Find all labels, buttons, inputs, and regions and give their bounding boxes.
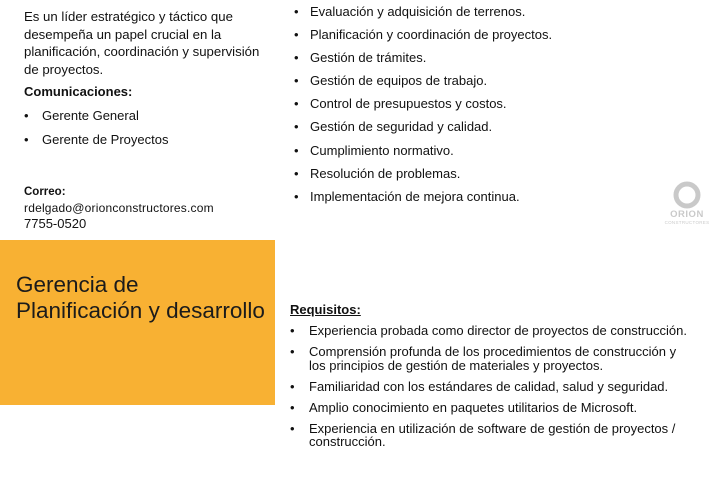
- contact-block: [24, 184, 214, 232]
- logo-name: ORION: [670, 209, 704, 220]
- email-label: Correo:: [24, 186, 66, 198]
- requirement-item: • Experiencia probada como director de proyectos de construcción.: [290, 324, 695, 338]
- orion-ring-icon: [672, 180, 702, 210]
- responsibilities-list: [294, 3, 674, 211]
- orion-logo: [664, 180, 710, 236]
- requirement-item: • Comprensión profunda de los procedimientos de construcción y los principios de gestión de materiales y proyectos.: [290, 345, 695, 372]
- requirement-item: • Familiaridad con los estándares de calidad, salud y seguridad.: [290, 380, 695, 394]
- responsibility-item: • Gestión de seguridad y calidad.: [294, 118, 674, 141]
- right-column: [290, 0, 710, 500]
- responsibility-item: • Evaluación y adquisición de terrenos.: [294, 3, 674, 26]
- requirement-item: • Amplio conocimiento en paquetes utilitarios de Microsoft.: [290, 401, 695, 415]
- responsibility-item: • Gestión de equipos de trabajo.: [294, 72, 674, 95]
- communications-list: [24, 107, 264, 154]
- logo-subtitle: CONSTRUCTORES: [664, 220, 710, 225]
- communications-title: Comunicaciones:: [24, 84, 133, 99]
- position-title-block: [0, 240, 275, 405]
- responsibility-item: • Control de presupuestos y costos.: [294, 95, 674, 118]
- requirement-item: • Experiencia en utilización de software de gestión de proyectos / construcción.: [290, 422, 695, 449]
- phone-number: 7755-0520: [24, 216, 87, 231]
- left-column: [0, 0, 276, 500]
- responsibility-item: • Resolución de problemas.: [294, 165, 674, 188]
- requirements-list: [290, 324, 695, 456]
- requirements-title: Requisitos:: [290, 302, 361, 317]
- responsibility-item: • Implementación de mejora continua.: [294, 188, 674, 211]
- responsibility-item: • Cumplimiento normativo.: [294, 142, 674, 165]
- intro-text: Es un líder estratégico y táctico que desempeña un papel crucial en la planificación, coordinación y supervisión de proyectos.: [24, 9, 260, 77]
- responsibility-item: • Planificación y coordinación de proyectos.: [294, 26, 674, 49]
- communications-item: • Gerente General: [24, 107, 264, 131]
- responsibility-item: • Gestión de trámites.: [294, 49, 674, 72]
- email-address: rdelgado@orionconstructores.com: [24, 201, 214, 215]
- communications-item: • Gerente de Proyectos: [24, 131, 264, 155]
- position-title: Gerencia de Planificación y desarrollo: [16, 272, 265, 323]
